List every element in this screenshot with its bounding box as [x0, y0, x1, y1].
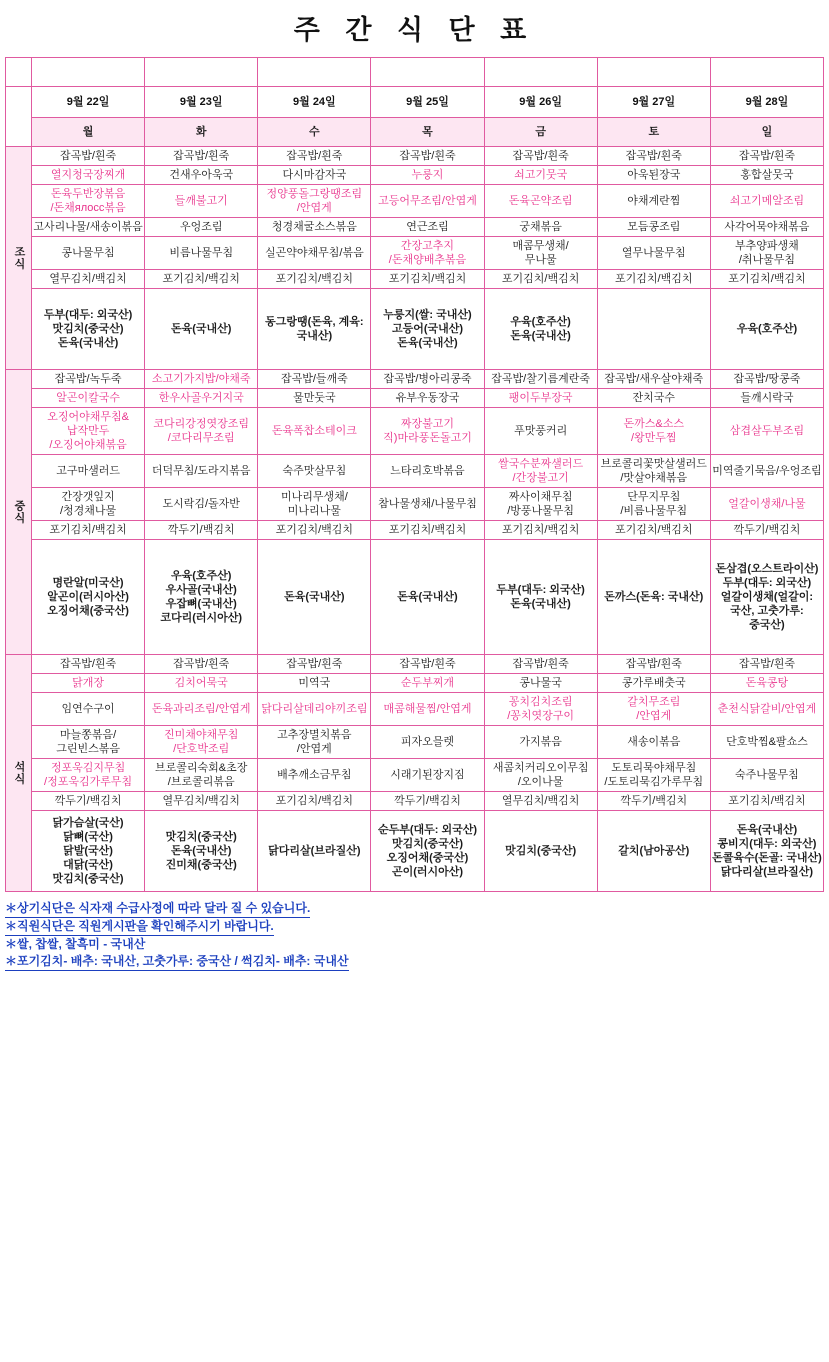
corner-cell [6, 87, 32, 147]
meal-label-text: 중식 [13, 500, 25, 524]
menu-cell: 잔치국수 [597, 389, 710, 408]
menu-cell: 잡곡밥/찰기름계란죽 [484, 370, 597, 389]
menu-cell: 깍두기/백김치 [597, 792, 710, 811]
menu-cell: 느타리호박볶음 [371, 455, 484, 488]
menu-cell: 쌀국수분짜샐러드 /간장불고기 [484, 455, 597, 488]
menu-cell: 잡곡밥/새우살야채죽 [597, 370, 710, 389]
date-header-4: 9월 26일 [484, 87, 597, 118]
menu-cell: 잡곡밥/흰죽 [710, 655, 823, 674]
menu-row [6, 792, 824, 811]
menu-cell: 포기김치/백김치 [484, 270, 597, 289]
menu-cell: 고사리나물/새송이볶음 [32, 218, 145, 237]
menu-cell: 시래기된장지짐 [371, 759, 484, 792]
menu-cell: 포기김치/백김치 [710, 270, 823, 289]
date-header-row [6, 87, 824, 118]
menu-cell: 잡곡밥/흰죽 [371, 147, 484, 166]
origin-cell: 맛김치(중국산) 돈육(국내산) 진미채(중국산) [145, 811, 258, 892]
menu-cell: 푸맛풍커리 [484, 408, 597, 455]
origin-cell: 돈육(국내산) [371, 540, 484, 655]
origin-cell: 닭가슴살(국산) 닭뼈(국산) 닭발(국산) 대닭(국산) 맛김치(중국산) [32, 811, 145, 892]
menu-cell: 브로콜리꽃맛살샐러드 /맛살야채볶음 [597, 455, 710, 488]
menu-cell: 새콤치커리오이무침 /오이나물 [484, 759, 597, 792]
origin-cell: 돈삼겹(오스트라이산) 두부(대두: 외국산) 얼갈이생채(얼갈이: 국산, 고춧가루: 중국산) [710, 540, 823, 655]
origin-cell: 우육(호주산) 우사골(국내산) 우잡뼈(국내산) 코다리(러시아산) [145, 540, 258, 655]
menu-cell: 청경채굴소스볶음 [258, 218, 371, 237]
weekday-header-4: 금 [484, 118, 597, 147]
menu-cell: 잡곡밥/녹두죽 [32, 370, 145, 389]
menu-cell: 얼갈이생채/나물 [710, 488, 823, 521]
menu-cell: 들깨시락국 [710, 389, 823, 408]
menu-cell: 연근조림 [371, 218, 484, 237]
menu-cell: 춘천식닭갈비/안엽게 [710, 693, 823, 726]
menu-cell: 배추깨소금무침 [258, 759, 371, 792]
menu-cell: 단무지무침 /비름나물무침 [597, 488, 710, 521]
spacer-cell [484, 58, 597, 87]
weekday-header-1: 화 [145, 118, 258, 147]
menu-cell: 건새우아욱국 [145, 166, 258, 185]
menu-cell: 깍두기/백김치 [145, 521, 258, 540]
origin-row [6, 540, 824, 655]
menu-row [6, 521, 824, 540]
origin-cell: 두부(대두: 외국산) 돈육(국내산) [484, 540, 597, 655]
menu-cell: 포기김치/백김치 [597, 270, 710, 289]
menu-cell: 고구마샐러드 [32, 455, 145, 488]
menu-cell: 팽이두부장국 [484, 389, 597, 408]
menu-row [6, 726, 824, 759]
menu-cell: 고추장멸치볶음 /안엽게 [258, 726, 371, 759]
weekday-header-5: 토 [597, 118, 710, 147]
menu-cell: 포기김치/백김치 [597, 521, 710, 540]
origin-cell: 순두부(대두: 외국산) 맛김치(중국산) 오징어채(중국산) 곤이(러시아산) [371, 811, 484, 892]
meal-label-중식 [6, 370, 32, 655]
menu-cell: 매콤해물찜/안엽게 [371, 693, 484, 726]
menu-cell: 더덕무침/도라지볶음 [145, 455, 258, 488]
menu-table [5, 57, 824, 892]
note-0: ＊상기식단은 식자재 수급사정에 따라 달라 질 수 있습니다. [5, 900, 310, 918]
date-header-6: 9월 28일 [710, 87, 823, 118]
footer-notes [5, 900, 824, 971]
menu-cell: 돈까스&소스 /왕만두찜 [597, 408, 710, 455]
spacer-cell [32, 58, 145, 87]
menu-cell: 포기김치/백김치 [710, 792, 823, 811]
menu-cell: 열무김치/백김치 [145, 792, 258, 811]
spacer-cell [710, 58, 823, 87]
menu-cell: 숙주맛살무침 [258, 455, 371, 488]
menu-cell: 실곤약야채무침/볶음 [258, 237, 371, 270]
menu-cell: 물만둣국 [258, 389, 371, 408]
origin-cell: 돈까스(돈육: 국내산) [597, 540, 710, 655]
origin-cell: 두부(대두: 외국산) 맛김치(중국산) 돈육(국내산) [32, 289, 145, 370]
menu-row [6, 408, 824, 455]
menu-cell: 잡곡밥/흰죽 [145, 655, 258, 674]
menu-cell: 포기김치/백김치 [484, 521, 597, 540]
date-header-0: 9월 22일 [32, 87, 145, 118]
origin-cell: 우육(호주산) 돈육(국내산) [484, 289, 597, 370]
menu-cell: 삼겹살두부조림 [710, 408, 823, 455]
menu-cell: 임연수구이 [32, 693, 145, 726]
menu-cell: 꽁치김치조림 /꽁치엿장구이 [484, 693, 597, 726]
menu-cell: 마늘쫑볶음/그린빈스볶음 [32, 726, 145, 759]
origin-cell: 동그랑땡(돈육, 계육: 국내산) [258, 289, 371, 370]
menu-cell: 간장고추지 /돈채양배추볶음 [371, 237, 484, 270]
menu-cell: 콩가루배춧국 [597, 674, 710, 693]
menu-row [6, 759, 824, 792]
menu-cell: 열무김치/백김치 [32, 270, 145, 289]
menu-cell: 포기김치/백김치 [371, 270, 484, 289]
menu-cell: 잡곡밥/흰죽 [32, 147, 145, 166]
menu-row [6, 218, 824, 237]
menu-cell: 참나물생채/나물무침 [371, 488, 484, 521]
spacer-row [6, 58, 824, 87]
menu-cell: 포기김치/백김치 [145, 270, 258, 289]
origin-row [6, 289, 824, 370]
origin-cell: 돈육(국내산) [258, 540, 371, 655]
menu-cell: 김치어묵국 [145, 674, 258, 693]
origin-cell: 누룽지(쌀: 국내산) 고등어(국내산) 돈육(국내산) [371, 289, 484, 370]
menu-cell: 돈육콩탕 [710, 674, 823, 693]
weekday-header-0: 월 [32, 118, 145, 147]
origin-cell [597, 289, 710, 370]
weekday-header-3: 목 [371, 118, 484, 147]
menu-row [6, 370, 824, 389]
origin-cell: 맛김치(중국산) [484, 811, 597, 892]
spacer-cell [371, 58, 484, 87]
menu-cell: 정포욱김지무침 /정포욱김가루무침 [32, 759, 145, 792]
date-header-2: 9월 24일 [258, 87, 371, 118]
spacer-cell [145, 58, 258, 87]
meal-label-조식 [6, 147, 32, 370]
menu-cell: 한우사골우거지국 [145, 389, 258, 408]
menu-cell: 피자오믈렛 [371, 726, 484, 759]
origin-cell: 돈육(국내산) 콩비지(대두: 외국산) 돈콜육수(돈골: 국내산) 닭다리살(브라질산) [710, 811, 823, 892]
menu-row [6, 147, 824, 166]
menu-cell: 깍두기/백김치 [371, 792, 484, 811]
note-2: ＊쌀, 찹쌀, 찰흑미 - 국내산 [5, 937, 146, 951]
menu-cell: 포기김치/백김치 [258, 792, 371, 811]
menu-cell: 쇠고기뭇국 [484, 166, 597, 185]
menu-cell: 포기김치/백김치 [371, 521, 484, 540]
menu-cell: 홍합살뭇국 [710, 166, 823, 185]
menu-cell: 포기김치/백김치 [258, 521, 371, 540]
menu-cell: 잡곡밥/흰죽 [145, 147, 258, 166]
page-title: 주 간 식 단 표 [293, 15, 536, 45]
spacer-cell [258, 58, 371, 87]
origin-cell: 우육(호주산) [710, 289, 823, 370]
menu-cell: 우엉조림 [145, 218, 258, 237]
menu-row [6, 237, 824, 270]
menu-row [6, 693, 824, 726]
menu-cell: 부추양파생채 /취나물무침 [710, 237, 823, 270]
menu-cell: 포기김치/백김치 [258, 270, 371, 289]
menu-cell: 브로콜리숙회&초장 /브로콜리볶음 [145, 759, 258, 792]
menu-cell: 열무김치/백김치 [484, 792, 597, 811]
origin-row [6, 811, 824, 892]
meal-label-text: 석식 [13, 761, 25, 785]
menu-row [6, 166, 824, 185]
menu-cell: 미역줄기묵음/우엉조림 [710, 455, 823, 488]
menu-cell: 돈육폭찹소테이크 [258, 408, 371, 455]
menu-cell: 다시마감자국 [258, 166, 371, 185]
menu-cell: 잡곡밥/흰죽 [32, 655, 145, 674]
menu-cell: 고등어무조림/안엽게 [371, 185, 484, 218]
menu-cell: 쇠고기메알조림 [710, 185, 823, 218]
menu-cell: 돈육곤약조림 [484, 185, 597, 218]
menu-cell: 비름나물무침 [145, 237, 258, 270]
menu-cell: 잡곡밥/흰죽 [597, 147, 710, 166]
menu-row [6, 389, 824, 408]
menu-cell: 사각어묵야채볶음 [710, 218, 823, 237]
menu-cell: 들깨불고기 [145, 185, 258, 218]
menu-cell: 깍두기/백김치 [32, 792, 145, 811]
menu-cell: 콩나물무침 [32, 237, 145, 270]
menu-cell: 단호박찜&팔쇼스 [710, 726, 823, 759]
spacer-cell [6, 58, 32, 87]
menu-cell: 짜장불고기 직)마라풍돈돌고기 [371, 408, 484, 455]
origin-cell: 돈육(국내산) [145, 289, 258, 370]
menu-cell: 깍두기/백김치 [710, 521, 823, 540]
menu-row [6, 270, 824, 289]
weekday-header-6: 일 [710, 118, 823, 147]
origin-cell: 닭다리살(브라질산) [258, 811, 371, 892]
menu-cell: 가지볶음 [484, 726, 597, 759]
menu-cell: 소고기가지밥/야채죽 [145, 370, 258, 389]
menu-row [6, 674, 824, 693]
menu-cell: 새송이볶음 [597, 726, 710, 759]
menu-cell: 잡곡밥/흰죽 [484, 655, 597, 674]
menu-cell: 잡곡밥/흰죽 [371, 655, 484, 674]
menu-cell: 코다리강정엿장조림 /코다리무조림 [145, 408, 258, 455]
menu-cell: 매콤무생채/ 무나물 [484, 237, 597, 270]
weekday-header-2: 수 [258, 118, 371, 147]
menu-cell: 유부우동장국 [371, 389, 484, 408]
menu-cell: 잡곡밥/흰죽 [258, 147, 371, 166]
date-header-1: 9월 23일 [145, 87, 258, 118]
menu-cell: 닭다리살데리야끼조림 [258, 693, 371, 726]
menu-cell: 숙주나물무침 [710, 759, 823, 792]
menu-cell: 간장갯잎지 /청경채나물 [32, 488, 145, 521]
menu-cell: 잡곡밥/들깨죽 [258, 370, 371, 389]
menu-cell: 잡곡밥/흰죽 [597, 655, 710, 674]
note-1: ＊직원식단은 직원게시판을 확인해주시기 바랍니다. [5, 918, 274, 936]
menu-cell: 모듬콩조림 [597, 218, 710, 237]
menu-cell: 미역국 [258, 674, 371, 693]
menu-cell: 콩나물국 [484, 674, 597, 693]
menu-cell: 궁채볶음 [484, 218, 597, 237]
note-3: ＊포기김치- 배추: 국내산, 고춧가루: 중국산 / 썩김치- 배추: 국내산 [5, 953, 349, 971]
menu-cell: 닭개장 [32, 674, 145, 693]
menu-cell: 야채계란찜 [597, 185, 710, 218]
spacer-cell [597, 58, 710, 87]
menu-cell: 잡곡밥/병아리콩죽 [371, 370, 484, 389]
menu-cell: 도시락김/돌자반 [145, 488, 258, 521]
meal-label-text: 조식 [13, 246, 25, 270]
menu-row [6, 455, 824, 488]
menu-cell: 알곤이칼국수 [32, 389, 145, 408]
menu-cell: 잡곡밥/흰죽 [258, 655, 371, 674]
date-header-3: 9월 25일 [371, 87, 484, 118]
menu-cell: 잡곡밥/땅콩죽 [710, 370, 823, 389]
menu-cell: 짜사이채무침 /방풍나물무침 [484, 488, 597, 521]
menu-cell: 진미채야채무침 /단호박조림 [145, 726, 258, 759]
menu-cell: 잡곡밥/흰죽 [484, 147, 597, 166]
menu-cell: 열지청국장찌개 [32, 166, 145, 185]
menu-cell: 포기김치/백김치 [32, 521, 145, 540]
weekday-header-row [6, 118, 824, 147]
menu-cell: 누룽지 [371, 166, 484, 185]
date-header-5: 9월 27일 [597, 87, 710, 118]
menu-cell: 잡곡밥/흰죽 [710, 147, 823, 166]
menu-cell: 갈치무조림 /안엽게 [597, 693, 710, 726]
menu-cell: 오징어야채무침&납작만두 /오징어야채볶음 [32, 408, 145, 455]
menu-cell: 열무나물무침 [597, 237, 710, 270]
menu-cell: 돈육과리조림/안엽게 [145, 693, 258, 726]
menu-cell: 도토리묵야채무침 /도토리묵김가루무침 [597, 759, 710, 792]
menu-cell: 아욱된장국 [597, 166, 710, 185]
origin-cell: 명란알(미국산) 알곤이(러시아산) 오징어채(중국산) [32, 540, 145, 655]
menu-cell: 정양풍돌그랑땡조림 /안엽게 [258, 185, 371, 218]
menu-cell: 돈육두반장볶음 /돈채ялосс볶음 [32, 185, 145, 218]
origin-cell: 갈치(남아공산) [597, 811, 710, 892]
menu-row [6, 655, 824, 674]
menu-row [6, 185, 824, 218]
menu-cell: 미나리무생채/미나리나물 [258, 488, 371, 521]
meal-label-석식 [6, 655, 32, 892]
menu-cell: 순두부찌개 [371, 674, 484, 693]
menu-row [6, 488, 824, 521]
